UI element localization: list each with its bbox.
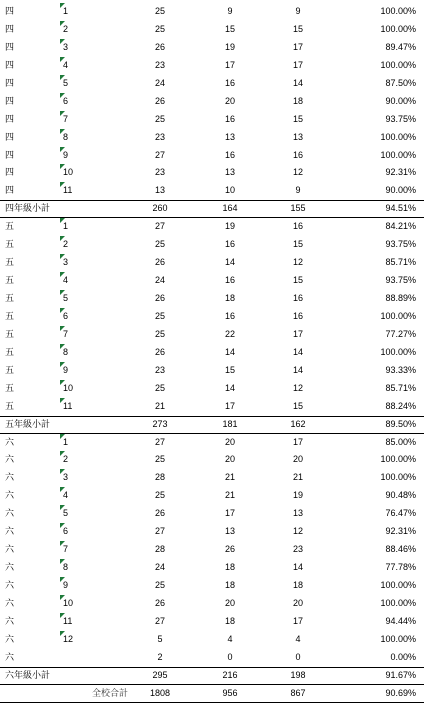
table-row[interactable]: [0, 21, 424, 39]
enrolled-cell: 27: [154, 526, 165, 537]
rate-cell: 100.00%: [380, 346, 416, 357]
rate-cell: 91.67%: [385, 669, 416, 680]
grade-cell: 五: [5, 293, 15, 303]
enrolled-cell: 27: [154, 436, 165, 447]
enrolled-cell: 273: [152, 418, 168, 429]
rate-cell: 89.47%: [385, 41, 416, 52]
table-row[interactable]: [0, 613, 424, 631]
count-cell: 12: [292, 257, 303, 268]
table-row[interactable]: [0, 595, 424, 613]
rate-cell: 93.75%: [385, 113, 416, 124]
rate-cell: 89.50%: [385, 418, 416, 429]
rate-cell: 88.89%: [385, 293, 416, 303]
grade-cell: 四: [5, 185, 15, 196]
count-cell: 15: [224, 364, 235, 375]
rate-cell: 100.00%: [380, 597, 416, 608]
class-cell: 5: [63, 77, 69, 88]
enrolled-cell: 5: [157, 633, 163, 644]
enrolled-cell: 26: [154, 257, 165, 268]
class-cell: 11: [63, 615, 73, 626]
grade-cell: 六: [5, 454, 15, 465]
count-cell: 14: [224, 346, 235, 357]
class-cell: 1: [63, 436, 69, 447]
table-row[interactable]: [0, 218, 424, 236]
table-row[interactable]: [0, 236, 424, 254]
subtotal-row[interactable]: [0, 667, 424, 685]
grade-cell: 四: [5, 149, 15, 160]
grade-cell: 六: [5, 633, 15, 644]
rate-cell: 88.46%: [385, 544, 416, 555]
rate-cell: 92.31%: [385, 526, 416, 537]
rate-cell: 94.44%: [385, 615, 416, 626]
count-cell: 867: [290, 687, 306, 698]
table-row[interactable]: [0, 164, 424, 182]
enrolled-cell: 28: [154, 544, 165, 555]
table-row[interactable]: [0, 39, 424, 57]
count-cell: 17: [292, 615, 303, 626]
count-cell: 0: [295, 651, 301, 662]
subtotal-label: 四年級小計: [5, 203, 51, 214]
count-cell: 20: [292, 454, 303, 465]
subtotal-label: 六年級小計: [5, 669, 51, 680]
rate-cell: 87.50%: [385, 77, 416, 88]
enrolled-cell: 24: [154, 77, 165, 88]
subtotal-row[interactable]: [0, 200, 424, 218]
enrolled-cell: 25: [154, 328, 165, 339]
rate-cell: 90.00%: [385, 95, 416, 106]
grade-cell: 四: [5, 167, 15, 178]
rate-cell: 77.78%: [385, 562, 416, 573]
table-row[interactable]: [0, 75, 424, 93]
subtotal-row[interactable]: [0, 416, 424, 434]
count-cell: 21: [224, 472, 235, 483]
enrolled-cell: 25: [154, 310, 165, 321]
grade-cell: 六: [5, 436, 15, 447]
grade-cell: 六: [5, 651, 15, 662]
count-cell: 14: [292, 364, 303, 375]
rate-cell: 94.51%: [385, 203, 416, 214]
count-cell: 13: [224, 526, 235, 537]
table-row[interactable]: [0, 523, 424, 541]
grade-cell: 四: [5, 131, 15, 142]
count-cell: 956: [222, 687, 238, 698]
rate-cell: 90.00%: [385, 185, 416, 196]
grade-cell: 五: [5, 221, 15, 232]
rate-cell: 90.48%: [385, 490, 416, 501]
class-cell: 11: [63, 400, 73, 411]
grade-cell: 五: [5, 400, 15, 411]
count-cell: 15: [292, 275, 303, 286]
count-cell: 17: [224, 59, 235, 70]
count-cell: 181: [222, 418, 238, 429]
count-cell: 198: [290, 669, 306, 680]
table-row[interactable]: [0, 111, 424, 129]
table-row[interactable]: [0, 129, 424, 147]
enrolled-cell: 25: [154, 382, 165, 393]
grade-cell: 四: [5, 77, 15, 88]
count-cell: 17: [292, 41, 303, 52]
table-row[interactable]: [0, 290, 424, 308]
enrolled-cell: 24: [154, 275, 165, 286]
count-cell: 20: [292, 597, 303, 608]
count-cell: 16: [224, 239, 235, 250]
enrolled-cell: 27: [154, 615, 165, 626]
class-cell: 9: [63, 580, 69, 590]
count-cell: 18: [224, 562, 235, 573]
class-cell: 3: [63, 41, 69, 52]
count-cell: 16: [224, 275, 235, 286]
enrolled-cell: 27: [154, 221, 165, 232]
class-cell: 9: [63, 364, 69, 375]
table-row[interactable]: [0, 308, 424, 326]
grade-cell: 四: [5, 6, 15, 16]
count-cell: 13: [292, 508, 303, 519]
rate-cell: 0.00%: [390, 651, 416, 662]
count-cell: 14: [292, 77, 303, 88]
count-cell: 17: [292, 59, 303, 70]
class-cell: 8: [63, 131, 69, 142]
grade-cell: 五: [5, 275, 15, 286]
table-row[interactable]: [0, 398, 424, 416]
count-cell: 12: [292, 526, 303, 537]
class-cell: 2: [63, 23, 69, 34]
grade-cell: 六: [5, 490, 15, 501]
table-row[interactable]: [0, 3, 424, 21]
rate-cell: 93.33%: [385, 364, 416, 375]
enrolled-cell: 23: [154, 59, 165, 70]
enrolled-cell: 260: [152, 203, 168, 214]
enrolled-cell: 23: [154, 131, 165, 142]
enrolled-cell: 23: [154, 364, 165, 375]
grade-cell: 五: [5, 328, 15, 339]
count-cell: 14: [224, 257, 235, 268]
class-cell: 4: [63, 275, 69, 286]
count-cell: 9: [295, 6, 301, 16]
table-row[interactable]: [0, 451, 424, 469]
enrolled-cell: 26: [154, 597, 165, 608]
count-cell: 10: [224, 185, 235, 196]
class-cell: 2: [63, 454, 69, 465]
count-cell: 13: [224, 167, 235, 178]
table-row[interactable]: [0, 57, 424, 75]
count-cell: 9: [227, 6, 233, 16]
rate-cell: 85.71%: [385, 257, 416, 268]
count-cell: 16: [224, 310, 235, 321]
enrolled-cell: 26: [154, 346, 165, 357]
grade-cell: 六: [5, 580, 15, 590]
count-cell: 0: [227, 651, 233, 662]
count-cell: 16: [224, 113, 235, 124]
count-cell: 21: [292, 472, 303, 483]
class-cell: 12: [63, 633, 74, 644]
class-cell: 10: [63, 597, 74, 608]
grade-cell: 六: [5, 562, 15, 573]
table-row[interactable]: [0, 541, 424, 559]
grade-cell: 四: [5, 41, 15, 52]
total-row[interactable]: [0, 685, 424, 703]
enrolled-cell: 26: [154, 95, 165, 106]
rate-cell: 100.00%: [380, 149, 416, 160]
rate-cell: 100.00%: [380, 6, 416, 16]
grade-cell: 五: [5, 346, 15, 357]
table-row[interactable]: [0, 380, 424, 398]
count-cell: 17: [292, 328, 303, 339]
enrolled-cell: 2: [157, 651, 163, 662]
enrolled-cell: 295: [152, 669, 168, 680]
count-cell: 13: [224, 131, 235, 142]
grade-cell: 五: [5, 257, 15, 268]
enrolled-cell: 13: [154, 185, 165, 196]
count-cell: 16: [292, 149, 303, 160]
grade-cell: 六: [5, 615, 15, 626]
count-cell: 14: [292, 346, 303, 357]
grade-cell: 四: [5, 59, 15, 70]
count-cell: 18: [224, 293, 235, 303]
rate-cell: 90.69%: [385, 687, 416, 698]
class-cell: 4: [63, 490, 69, 501]
count-cell: 164: [222, 203, 238, 214]
table-row[interactable]: [0, 469, 424, 487]
rate-cell: 100.00%: [380, 131, 416, 142]
count-cell: 20: [224, 454, 235, 465]
count-cell: 19: [224, 221, 235, 232]
enrolled-cell: 25: [154, 113, 165, 124]
rate-cell: 76.47%: [385, 508, 416, 519]
count-cell: 16: [292, 221, 303, 232]
table-row[interactable]: [0, 505, 424, 523]
count-cell: 19: [292, 490, 303, 501]
enrolled-cell: 26: [154, 508, 165, 519]
count-cell: 16: [224, 77, 235, 88]
class-cell: 4: [63, 59, 69, 70]
enrolled-cell: 25: [154, 580, 165, 590]
rate-cell: 100.00%: [380, 23, 416, 34]
count-cell: 16: [292, 310, 303, 321]
rate-cell: 100.00%: [380, 472, 416, 483]
table-row[interactable]: [0, 344, 424, 362]
enrolled-cell: 25: [154, 490, 165, 501]
class-cell: 1: [63, 6, 69, 16]
count-cell: 20: [224, 436, 235, 447]
rate-cell: 88.24%: [385, 400, 416, 411]
grade-cell: 四: [5, 95, 15, 106]
rate-cell: 85.71%: [385, 382, 416, 393]
grade-cell: 五: [5, 310, 15, 321]
count-cell: 17: [292, 436, 303, 447]
enrolled-cell: 26: [154, 41, 165, 52]
table-row[interactable]: [0, 362, 424, 380]
grade-cell: 四: [5, 113, 15, 124]
rate-cell: 100.00%: [380, 633, 416, 644]
table-row[interactable]: [0, 559, 424, 577]
count-cell: 4: [295, 633, 301, 644]
table-row[interactable]: [0, 254, 424, 272]
enrolled-cell: 25: [154, 454, 165, 465]
count-cell: 16: [292, 293, 303, 303]
count-cell: 26: [224, 544, 235, 555]
class-cell: 5: [63, 293, 69, 303]
count-cell: 14: [292, 562, 303, 573]
class-cell: 7: [63, 113, 69, 124]
grade-cell: 六: [5, 508, 15, 519]
grade-cell: 六: [5, 472, 15, 483]
class-cell: 6: [63, 526, 69, 537]
class-cell: 11: [63, 185, 73, 196]
subtotal-label: 五年級小計: [5, 418, 51, 429]
table-row[interactable]: [0, 649, 424, 667]
count-cell: 9: [295, 185, 301, 196]
attendance-table: [0, 3, 424, 703]
count-cell: 20: [224, 597, 235, 608]
rate-cell: 100.00%: [380, 59, 416, 70]
count-cell: 22: [224, 328, 235, 339]
count-cell: 216: [222, 669, 238, 680]
rate-cell: 92.31%: [385, 167, 416, 178]
enrolled-cell: 28: [154, 472, 165, 483]
class-cell: 6: [63, 95, 69, 106]
class-cell: 8: [63, 562, 69, 573]
enrolled-cell: 25: [154, 23, 165, 34]
grade-cell: 六: [5, 597, 15, 608]
class-cell: 7: [63, 544, 69, 555]
enrolled-cell: 21: [154, 400, 165, 411]
table-row[interactable]: [0, 434, 424, 452]
table-row[interactable]: [0, 326, 424, 344]
table-row[interactable]: [0, 147, 424, 165]
class-cell: 3: [63, 472, 69, 483]
count-cell: 18: [292, 580, 303, 590]
count-cell: 15: [292, 113, 303, 124]
count-cell: 4: [227, 633, 233, 644]
enrolled-cell: 25: [154, 6, 165, 16]
count-cell: 20: [224, 95, 235, 106]
count-cell: 18: [224, 580, 235, 590]
grade-cell: 六: [5, 526, 15, 537]
total-label: 全校合計: [92, 687, 129, 698]
count-cell: 12: [292, 382, 303, 393]
count-cell: 19: [224, 41, 235, 52]
table-row[interactable]: [0, 182, 424, 200]
class-cell: 8: [63, 346, 69, 357]
rate-cell: 100.00%: [380, 580, 416, 590]
class-cell: 10: [63, 382, 74, 393]
class-cell: 1: [63, 221, 69, 232]
class-cell: 5: [63, 508, 69, 519]
rate-cell: 100.00%: [380, 310, 416, 321]
count-cell: 18: [292, 95, 303, 106]
count-cell: 18: [224, 615, 235, 626]
table-row[interactable]: [0, 93, 424, 111]
enrolled-cell: 1808: [149, 687, 171, 698]
count-cell: 23: [292, 544, 303, 555]
count-cell: 15: [224, 23, 235, 34]
enrolled-cell: 26: [154, 293, 165, 303]
enrolled-cell: 27: [154, 149, 165, 160]
count-cell: 15: [292, 23, 303, 34]
enrolled-cell: 23: [154, 167, 165, 178]
rate-cell: 77.27%: [385, 328, 416, 339]
table-row[interactable]: [0, 272, 424, 290]
rate-cell: 100.00%: [380, 454, 416, 465]
table-row[interactable]: [0, 631, 424, 649]
count-cell: 155: [290, 203, 306, 214]
count-cell: 16: [224, 149, 235, 160]
enrolled-cell: 24: [154, 562, 165, 573]
count-cell: 14: [224, 382, 235, 393]
grade-cell: 五: [5, 364, 15, 375]
rate-cell: 85.00%: [385, 436, 416, 447]
rate-cell: 84.21%: [385, 221, 416, 232]
count-cell: 17: [224, 400, 235, 411]
count-cell: 17: [224, 508, 235, 519]
enrolled-cell: 25: [154, 239, 165, 250]
grade-cell: 四: [5, 23, 15, 34]
grade-cell: 六: [5, 544, 15, 555]
table-row[interactable]: [0, 577, 424, 595]
grade-cell: 五: [5, 382, 15, 393]
count-cell: 162: [290, 418, 306, 429]
class-cell: 10: [63, 167, 74, 178]
grade-cell: 五: [5, 239, 15, 250]
rate-cell: 93.75%: [385, 239, 416, 250]
count-cell: 15: [292, 239, 303, 250]
rate-cell: 93.75%: [385, 275, 416, 286]
count-cell: 15: [292, 400, 303, 411]
count-cell: 12: [292, 167, 303, 178]
class-cell: 3: [63, 257, 69, 268]
class-cell: 6: [63, 310, 69, 321]
class-cell: 7: [63, 328, 69, 339]
count-cell: 13: [292, 131, 303, 142]
count-cell: 21: [224, 490, 235, 501]
class-cell: 9: [63, 149, 69, 160]
table-row[interactable]: [0, 487, 424, 505]
class-cell: 2: [63, 239, 69, 250]
